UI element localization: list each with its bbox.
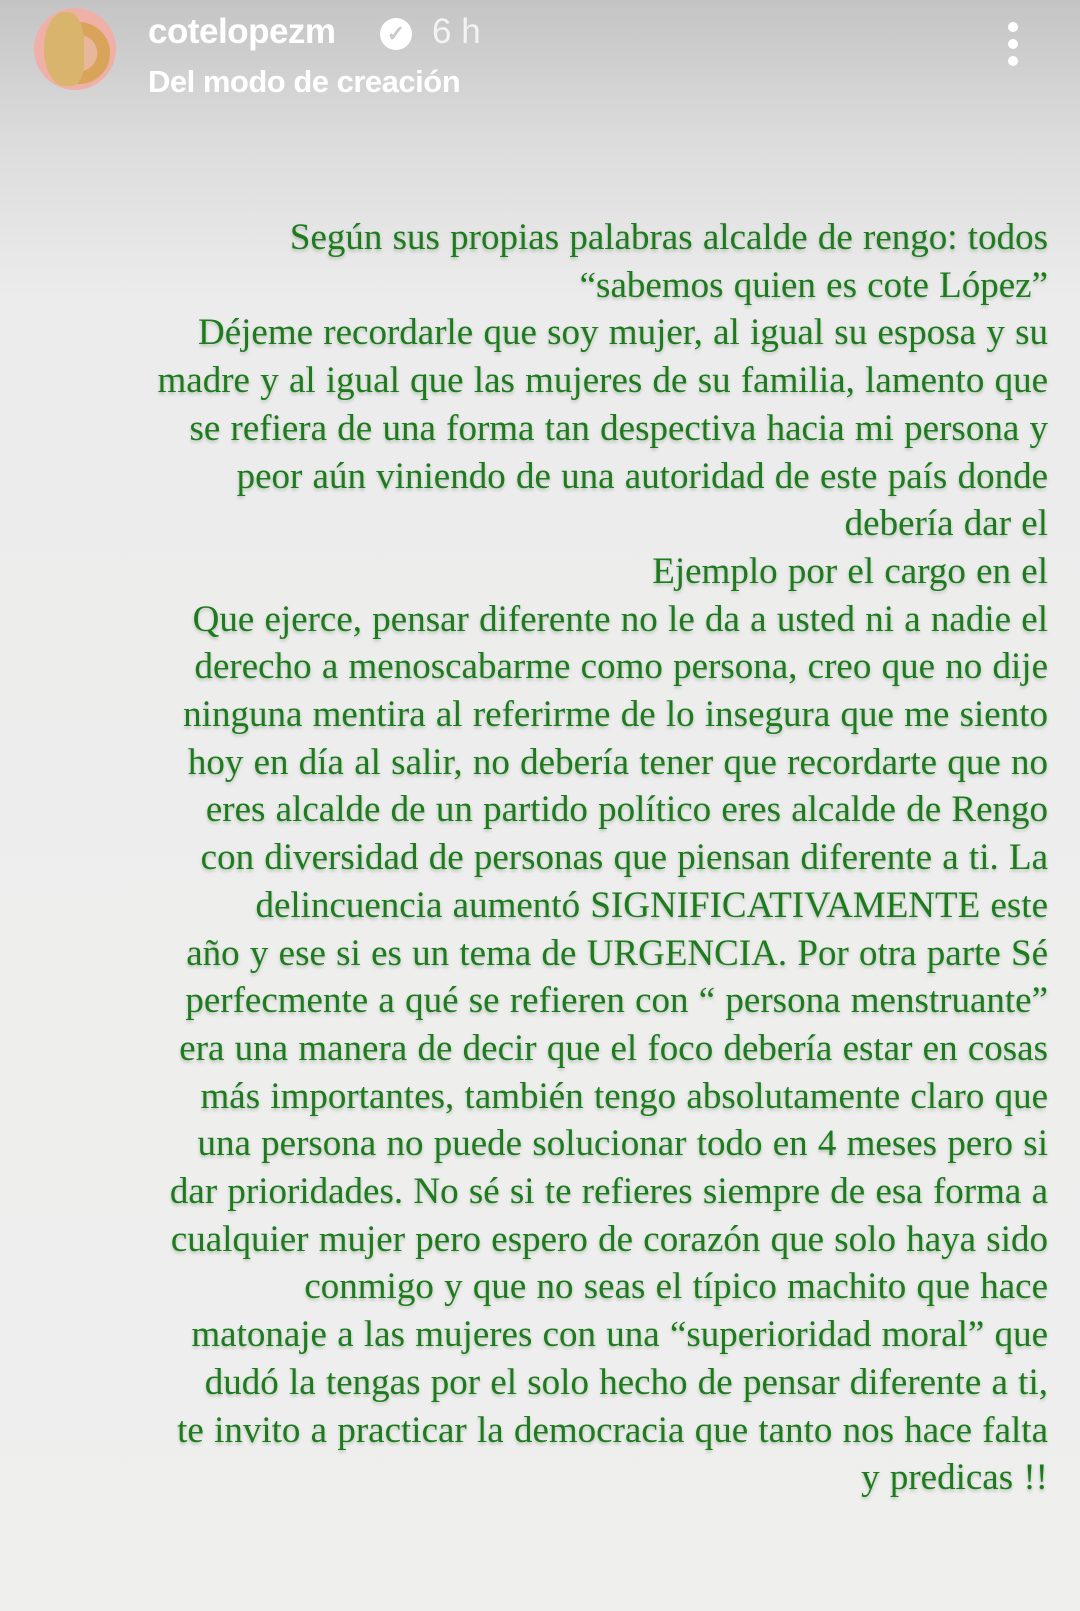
- story-text-line: madre y al igual que las mujeres de su familia, lamento que: [157, 360, 1048, 402]
- story-text-line: con diversidad de personas que piensan diferente a ti. La: [200, 837, 1048, 879]
- story-text-line: conmigo y que no seas el típico machito que hace: [304, 1266, 1048, 1308]
- story-text: [8, 214, 1048, 1502]
- story-text-line: dar prioridades. No sé si te refieres siempre de esa forma a: [169, 1171, 1048, 1213]
- story-text-line: eres alcalde de un partido político eres alcalde de Rengo: [205, 789, 1048, 831]
- story-text-line: perfecmente a qué se refieren con “ persona menstruante”: [185, 980, 1048, 1022]
- story-text-line: hoy en día al salir, no debería tener que recordarte que no: [187, 741, 1048, 783]
- story-text-line: se refiera de una forma tan despectiva hacia mi persona y: [189, 407, 1048, 449]
- story-text-line: matonaje a las mujeres con una “superioridad moral” que: [191, 1314, 1048, 1356]
- story-text-line: derecho a menoscabarme como persona, creo que no dije: [194, 646, 1048, 688]
- story-text-line: debería dar el: [844, 503, 1048, 545]
- story-text-line: dudó la tengas por el solo hecho de pensar diferente a ti,: [204, 1361, 1048, 1403]
- story-text-line: era una manera de decir que el foco debería estar en cosas: [179, 1027, 1048, 1069]
- story-text-line: Ejemplo por el cargo en el: [652, 550, 1048, 592]
- story-text-line: te invito a practicar la democracia que tanto nos hace falta: [177, 1409, 1048, 1451]
- avatar-hair: [44, 12, 84, 86]
- more-options-icon[interactable]: [1006, 22, 1020, 72]
- story-text-line: año y ese si es un tema de URGENCIA. Por otra parte Sé: [186, 932, 1048, 974]
- story-text-line: una persona no puede solucionar todo en 4 meses pero si: [197, 1123, 1048, 1165]
- avatar[interactable]: [34, 8, 116, 90]
- story-text-line: “sabemos quien es cote López”: [579, 264, 1048, 306]
- story-text-line: Según sus propias palabras alcalde de rengo: todos: [289, 217, 1048, 258]
- story-text-line: cualquier mujer pero espero de corazón que solo haya sido: [170, 1218, 1048, 1260]
- story-subtitle: Del modo de creación: [148, 64, 461, 99]
- story-text-line: más importantes, también tengo absolutamente claro que: [200, 1075, 1048, 1117]
- post-time: 6 h: [432, 12, 481, 51]
- username[interactable]: cotelopezm: [148, 12, 336, 51]
- story-text-line: Que ejerce, pensar diferente no le da a usted ni a nadie el: [192, 598, 1048, 640]
- story-text-line: Déjeme recordarle que soy mujer, al igual su esposa y su: [198, 312, 1048, 354]
- story-text-line: delincuencia aumentó SIGNIFICATIVAMENTE este: [255, 884, 1048, 926]
- story-text-line: y predicas !!: [861, 1457, 1048, 1499]
- story-text-line: ninguna mentira al referirme de lo insegura que me siento: [183, 694, 1048, 736]
- story-header: [0, 0, 1080, 120]
- story-text-line: peor aún viniendo de una autoridad de este país donde: [236, 455, 1048, 497]
- verified-badge-icon: ✓: [380, 18, 412, 50]
